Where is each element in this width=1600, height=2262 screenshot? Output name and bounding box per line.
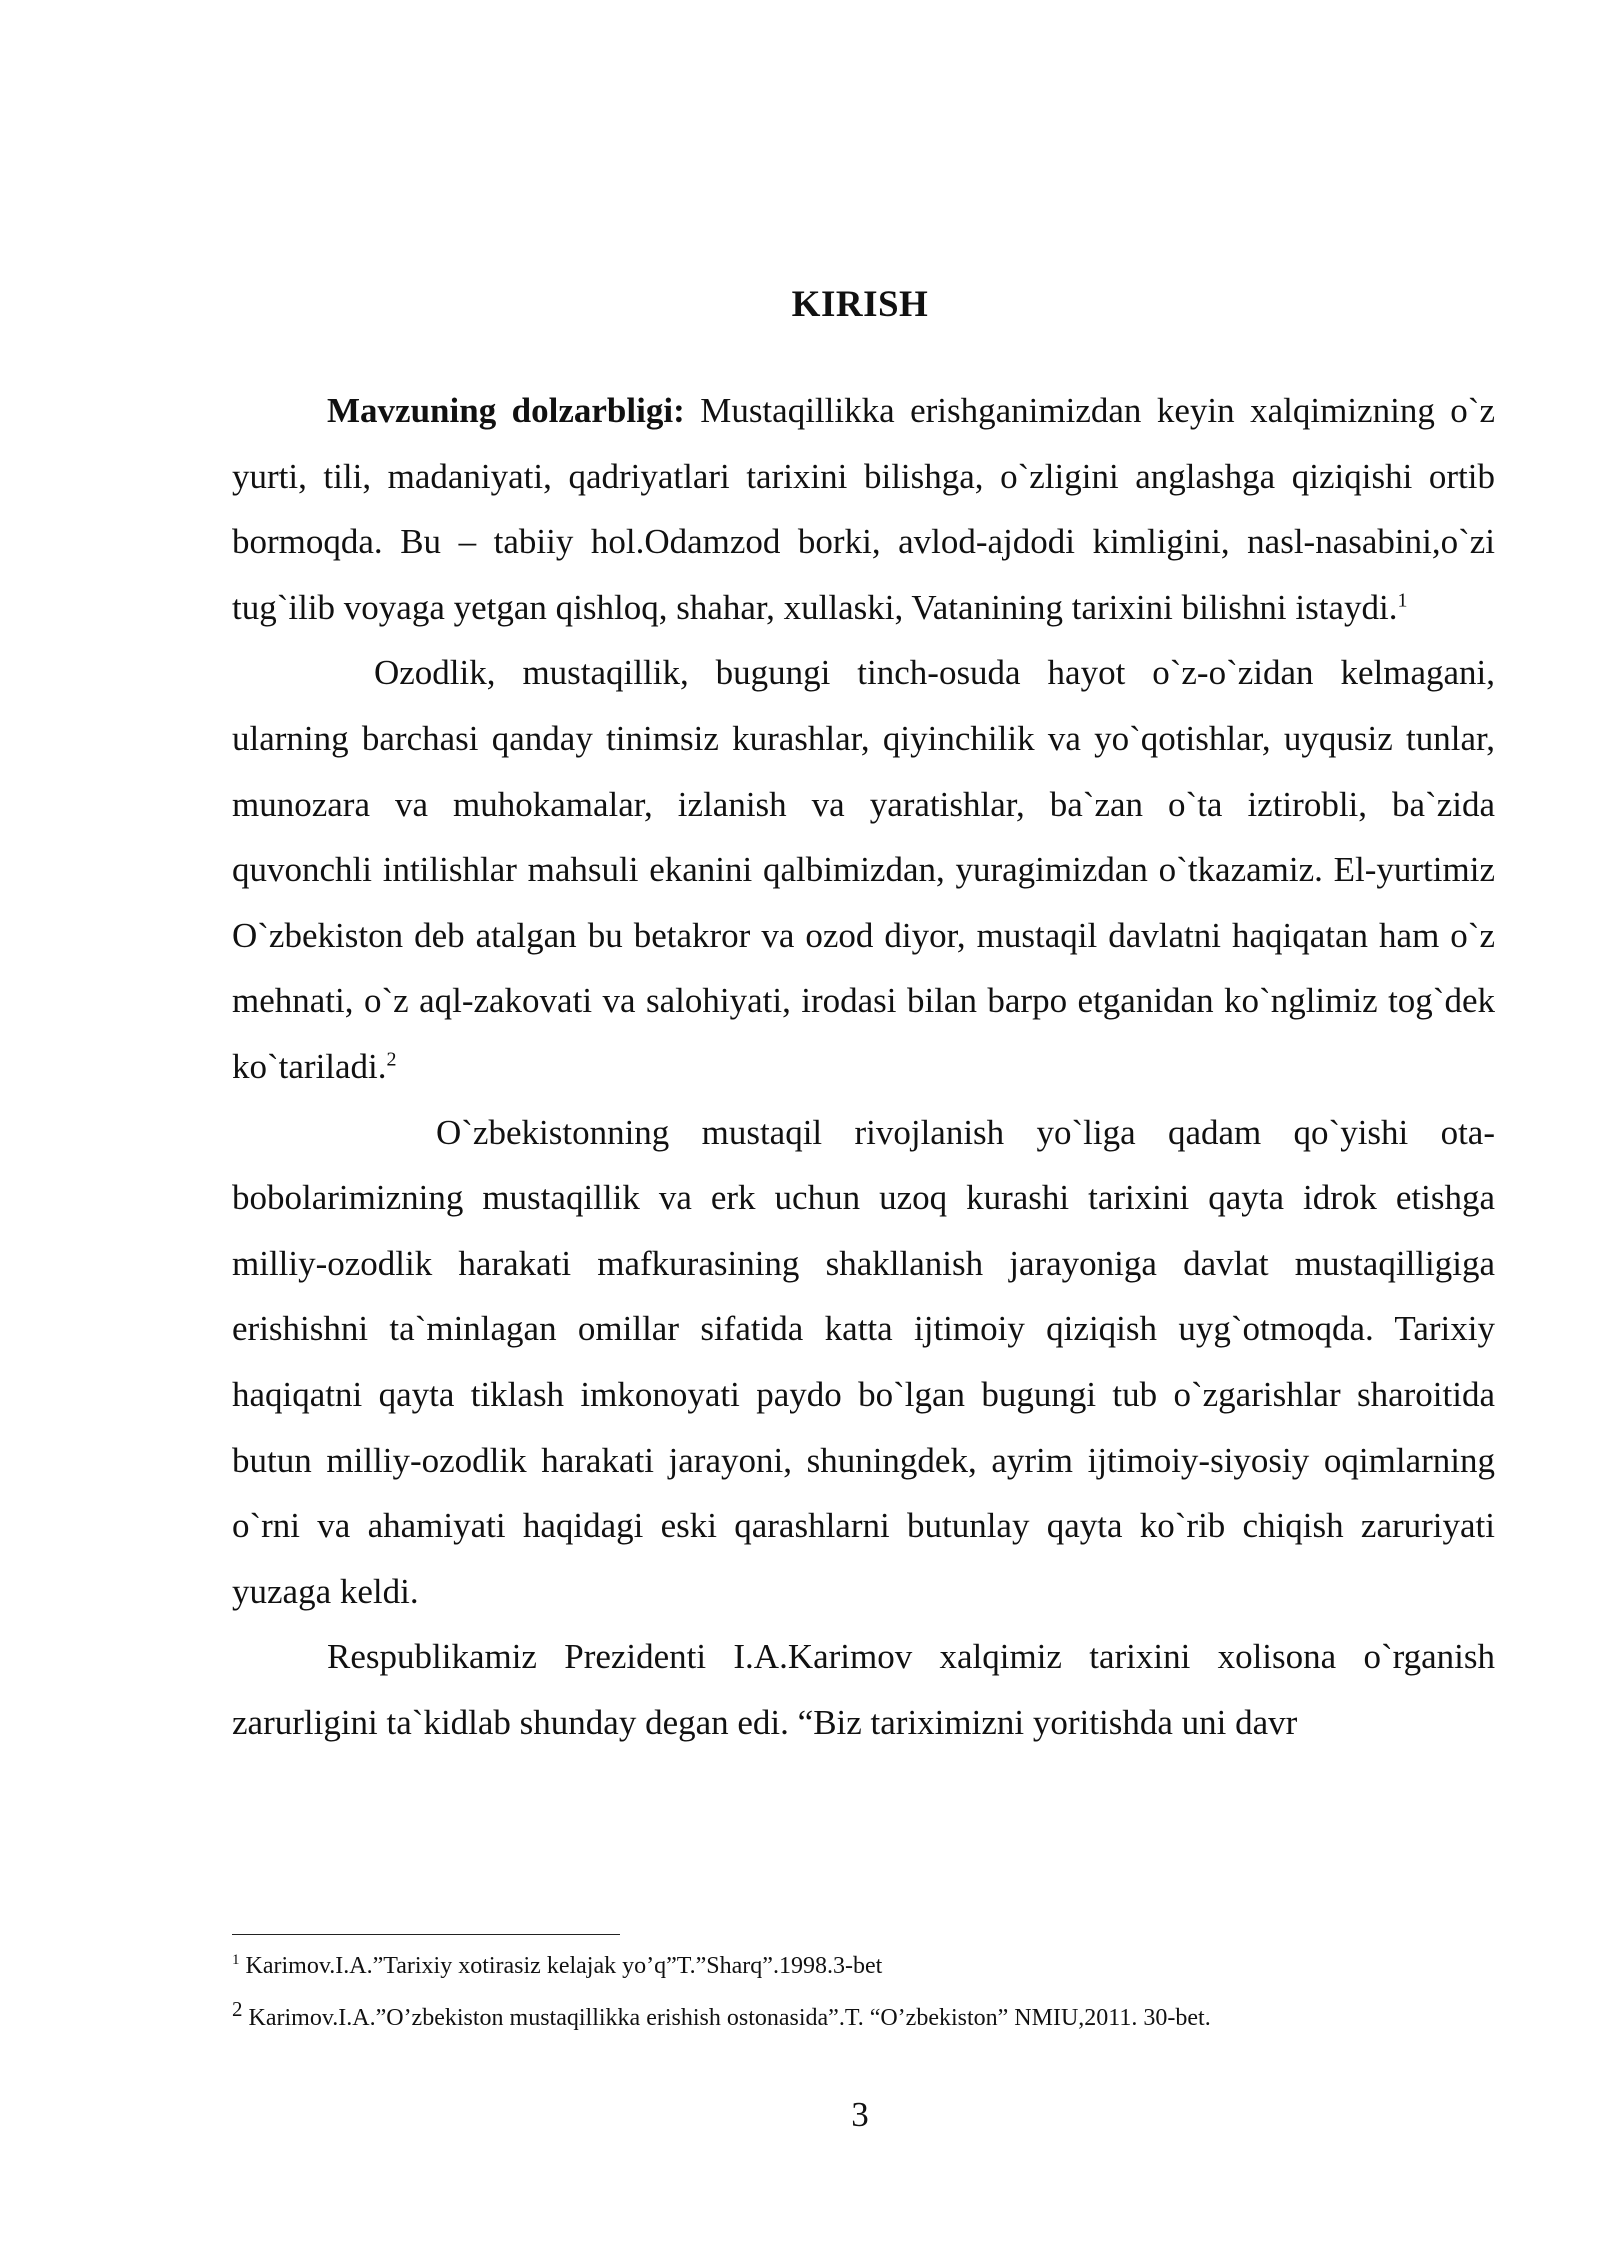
page-number: 3: [851, 2095, 869, 2134]
paragraph-independence-path: O`zbekistonning mustaqil rivojlanish yo`liga qadam qo`yishi ota-bobolarimizning mustaqillik va erk uchun uzoq kurashi tarixini qayta idrok etishga milliy-ozodlik harakati mafkurasining shakllanish jarayoniga davlat mustaqilligiga erishishni ta`minlagan omillar sifatida katta ijtimoiy qiziqish uyg`otmoqda. Tarixiy haqiqatni qayta tiklash imkonoyati paydo bo`lgan bugungi tub o`zgarishlar sharoitida butun milliy-ozodlik harakati jarayoni, shuningdek, ayrim ijtimoiy-siyosiy oqimlarning o`rni va ahamiyati haqidagi eski qarashlarni butunlay qayta ko`rib chiqish zaruriyati yuzaga keldi.: [232, 1112, 1495, 1611]
footnote-1: [232, 1951, 1492, 1981]
footnote-2: [232, 1997, 1492, 2033]
footnote-mark: 1: [232, 1952, 240, 1968]
page-title: KIRISH: [791, 284, 929, 325]
body-text: [232, 378, 1495, 1755]
footnote-text: Karimov.I.A.”O’zbekiston mustaqillikka erishish ostonasida”.T. “O’zbekiston” NMIU,2011. 30-bet.: [242, 2005, 1211, 2031]
paragraph-relevance: [232, 378, 1495, 640]
footnote-text: Karimov.I.A.”Tarixiy xotirasiz kelajak yo’q”T.”Sharq”.1998.3-bet: [239, 1953, 883, 1979]
paragraph-freedom: [232, 640, 1495, 1099]
footnote-separator: [232, 1934, 620, 1935]
paragraph-text: Ozodlik, mustaqillik, bugungi tinch-osuda hayot o`z-o`zidan kelmagani, ularning barchasi qanday tinimsiz kurashlar, qiyinchilik va yo`qotishlar, uyqusiz tunlar, munozara va muhokamalar, izlanish va yaratishlar, ba`zan o`ta iztirobli, ba`zida quvonchli intilishlar mahsuli ekanini qalbimizdan, yuragimizdan o`tkazamiz. El-yurtimiz O`zbekiston deb atalgan bu betakror va ozod diyor, mustaqil davlatni haqiqatan ham o`z mehnati, o`z aql-zakovati va salohiyati, irodasi bilan barpo etganidan ko`nglimiz tog`dek ko`tariladi.: [232, 653, 1495, 1086]
paragraph-text: Mustaqillikka erishganimizdan keyin xalqimizning o`z yurti, tili, madaniyati, qadriyatlari tarixini bilishga, o`zligini anglashga qiziqishi ortib bormoqda. Bu – tabiiy hol.Odamzod borki, avlod-ajdodi kimligini, nasl-nasabini,o`zi tug`ilib voyaga yetgan qishloq, shahar, xullaski, Vatanining tarixini bilishni istaydi.: [232, 391, 1495, 627]
paragraph-lead-heading: Mavzuning dolzarbligi:: [327, 391, 685, 430]
paragraph-president-quote: Respublikamiz Prezidenti I.A.Karimov xalqimiz tarixini xolisona o`rganish zarurligini ta`kidlab shunday degan edi. “Biz tariximizni yoritishda uni davr: [232, 1637, 1495, 1742]
footnote-reference[interactable]: 2: [386, 1048, 397, 1071]
footnote-mark: 2: [232, 1997, 243, 2021]
footnote-reference[interactable]: 1: [1397, 589, 1408, 612]
